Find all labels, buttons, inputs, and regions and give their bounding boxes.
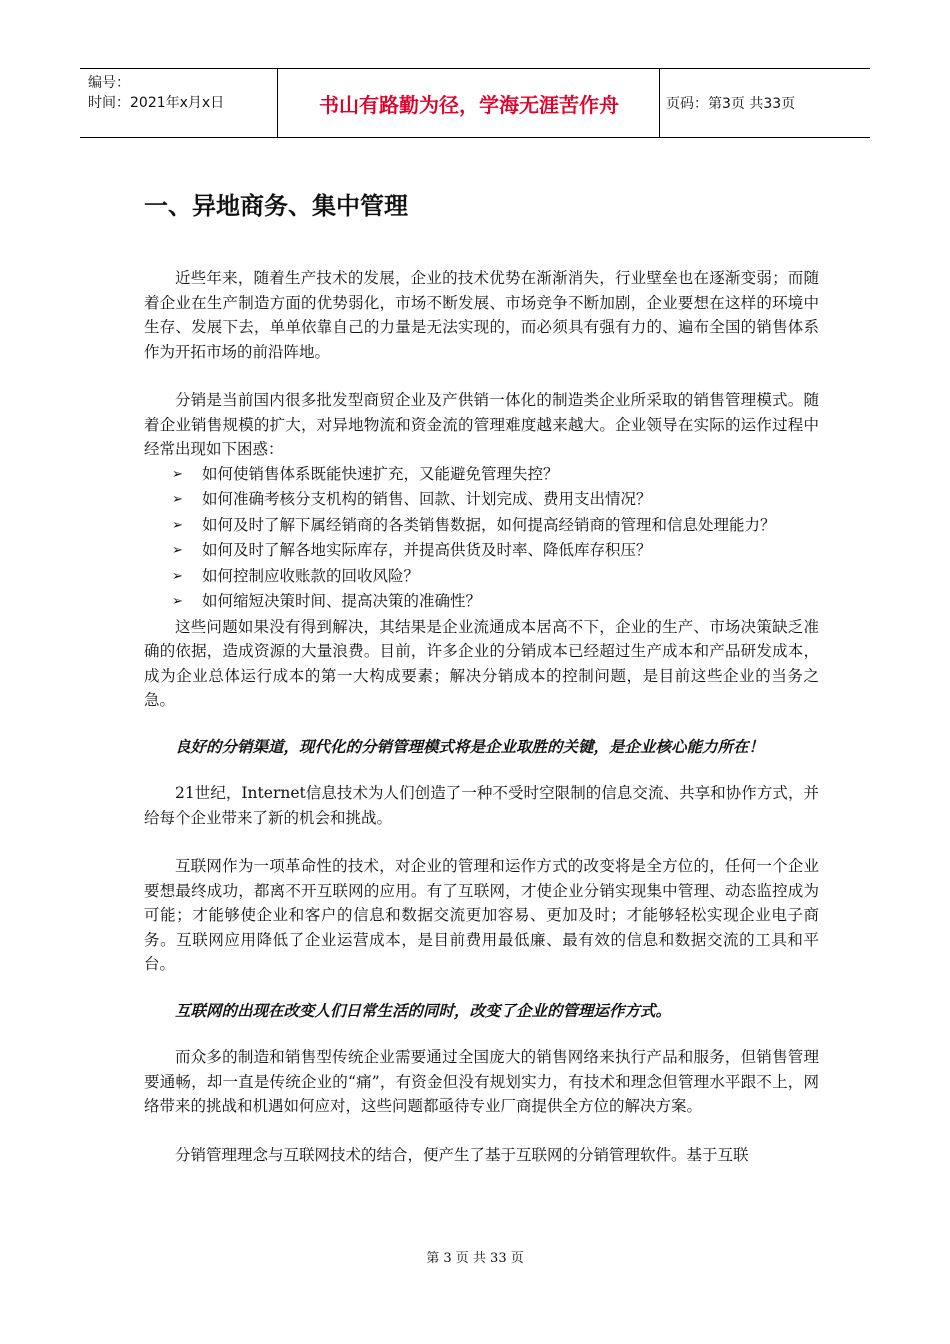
arrowhead-bullet-icon: ➢ [172, 594, 183, 609]
date-line: 时间：2021年x月x日 [88, 95, 225, 111]
paragraph: 分销是当前国内很多批发型商贸企业及产供销一体化的制造类企业所采取的销售管理模式。随着企业销售规模的扩大，对异地物流和资金流的管理难度越来越大。企业领导在实际的运作过程中经常出现如下困惑： [144, 391, 819, 458]
paragraph: 21世纪，Internet信息技术为人们创造了一种不受时空限制的信息交流、共享和协作方式，并给每个企业带来了新的机会和挑战。 [144, 784, 819, 827]
list-item: ➢ 如何准确考核分支机构的销售、回款、计划完成、费用支出情况？ [144, 487, 819, 513]
question-list [144, 462, 819, 615]
list-item: ➢ 如何使销售体系既能快速扩充，又能避免管理失控？ [144, 462, 819, 488]
number-label: 编号： [88, 75, 130, 91]
header-page-info: 页码：第3页 共33页 [666, 96, 796, 112]
arrowhead-bullet-icon: ➢ [172, 543, 183, 558]
paragraph: 互联网作为一项革命性的技术，对企业的管理和运作方式的改变将是全方位的，任何一个企业要想最终成功，都离不开互联网的应用。有了互联网，才使企业分销实现集中管理、动态监控成为可能；才能够使企业和客户的信息和数据交流更加容易、更加及时；才能够轻松实现企业电子商务。互联网应用降低了企业运营成本，是目前费用最低廉、最有效的信息和数据交流的工具和平台。 [144, 857, 819, 973]
emphasis-line: 互联网的出现在改变人们日常生活的同时，改变了企业的管理运作方式。 [175, 1000, 672, 1020]
arrowhead-bullet-icon: ➢ [172, 492, 183, 507]
header-motto: 书山有路勤为径，学海无涯苦作舟 [279, 69, 660, 137]
emphasis-line: 良好的分销渠道，现代化的分销管理模式将是企业取胜的关键，是企业核心能力所在！ [175, 736, 765, 756]
list-item: ➢ 如何及时了解各地实际库存，并提高供货及时率、降低库存积压？ [144, 538, 819, 564]
arrowhead-bullet-icon: ➢ [172, 568, 183, 584]
paragraph: 而众多的制造和销售型传统企业需要通过全国庞大的销售网络来执行产品和服务，但销售管理要通畅，却一直是传统企业的“痛”，有资金但没有规划实力，有技术和理念但管理水平跟不上，网络带来的挑战和机遇如何应对，这些问题都亟待专业厂商提供全方位的解决方案。 [144, 1048, 819, 1115]
page-footer: 第 3 页 共 33 页 [426, 1251, 524, 1266]
header-table [80, 68, 870, 138]
paragraph: 这些问题如果没有得到解决，其结果是企业流通成本居高不下，企业的生产、市场决策缺乏准确的依据，造成资源的大量浪费。目前，许多企业的分销成本已经超过生产成本和产品研发成本，成为企业总体运行成本的第一大构成要素；解决分销成本的控制问题，是目前这些企业的当务之急。 [144, 617, 819, 709]
list-item: ➢ 如何缩短决策时间、提高决策的准确性？ [144, 589, 819, 615]
list-item: ➢ 如何控制应收账款的回收风险？ [144, 564, 819, 590]
header-meta-cell [80, 69, 278, 137]
paragraph: 分销管理理念与互联网技术的结合，便产生了基于互联网的分销管理软件。基于互联 [175, 1145, 749, 1164]
list-item: ➢ 如何及时了解下属经销商的各类销售数据，如何提高经销商的管理和信息处理能力？ [144, 513, 819, 539]
arrowhead-bullet-icon: ➢ [172, 517, 183, 533]
arrowhead-bullet-icon: ➢ [172, 466, 183, 482]
paragraph: 近些年来，随着生产技术的发展，企业的技术优势在渐渐消失，行业壁垒也在逐渐变弱；而随着企业在生产制造方面的优势弱化，市场不断发展、市场竞争不断加剧，企业要想在这样的环境中生存、发展下去，单单依靠自己的力量是无法实现的，而必须具有强有力的、遍布全国的销售体系作为开拓市场的前沿阵地。 [144, 269, 819, 361]
section-title: 一、异地商务、集中管理 [144, 192, 408, 220]
document-body [144, 266, 819, 1167]
